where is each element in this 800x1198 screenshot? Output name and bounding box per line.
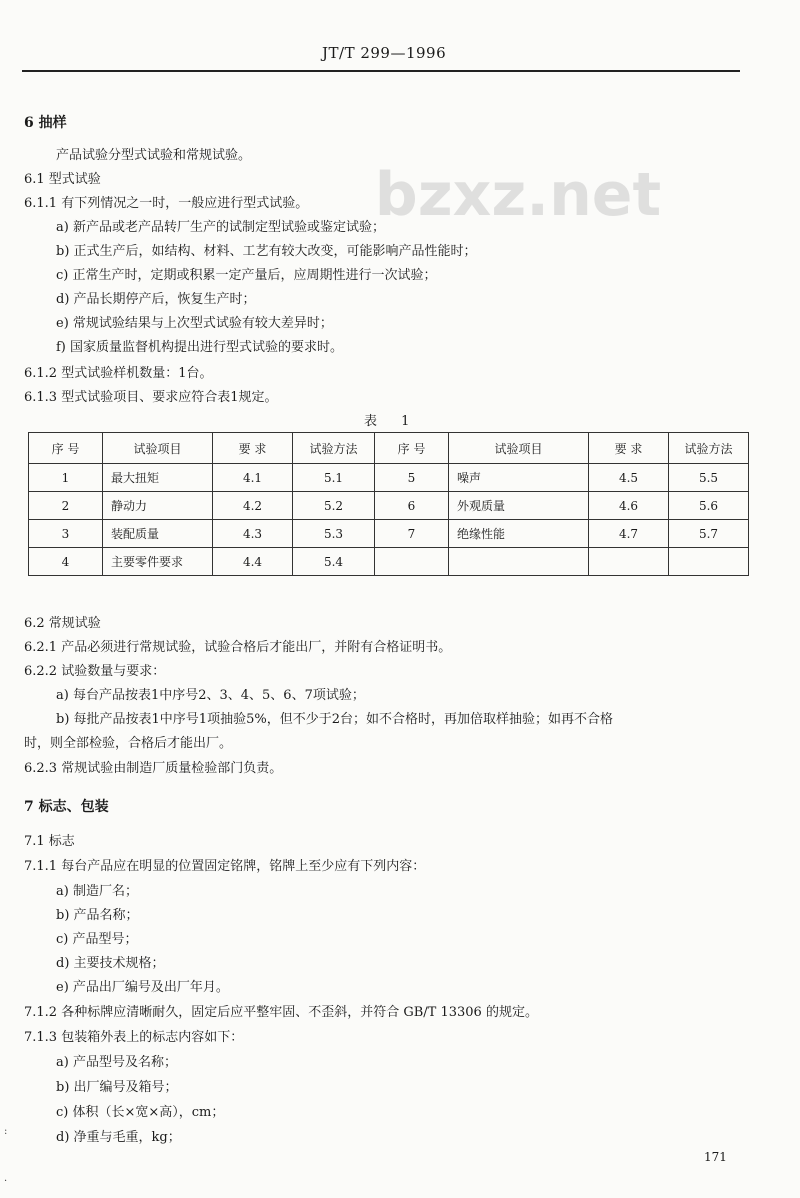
- text-line: a) 产品型号及名称；: [56, 1055, 177, 1070]
- text-line: 7.1.1 每台产品应在明显的位置固定铭牌，铭牌上至少应有下列内容：: [24, 859, 426, 874]
- text-line: 6.1.3 型式试验项目、要求应符合表1规定。: [24, 390, 278, 405]
- cell-item: 主要零件要求: [103, 548, 213, 576]
- table-row: [29, 520, 749, 548]
- text-line: b) 出厂编号及箱号；: [56, 1080, 178, 1095]
- cell-method: 5.1: [293, 464, 375, 492]
- text-line: b) 正式生产后，如结构、材料、工艺有较大改变，可能影响产品性能时；: [56, 244, 477, 259]
- cell-seq-2: 6: [375, 492, 449, 520]
- col-header-item: 试验项目: [103, 433, 213, 464]
- col-header-item-2: 试验项目: [449, 433, 589, 464]
- margin-mark: :: [4, 1126, 8, 1137]
- cell-method-2: [669, 548, 749, 576]
- page-number: 171: [704, 1150, 727, 1164]
- cell-seq: 3: [29, 520, 103, 548]
- text-line: 产品试验分型式试验和常规试验。: [56, 148, 252, 163]
- col-header-seq-2: 序 号: [375, 433, 449, 464]
- cell-item-2: [449, 548, 589, 576]
- cell-item-2: 噪声: [449, 464, 589, 492]
- text-line: 6.1.1 有下列情况之一时，一般应进行型式试验。: [24, 196, 309, 211]
- cell-seq-2: 7: [375, 520, 449, 548]
- cell-item-2: 外观质量: [449, 492, 589, 520]
- text-line: c) 正常生产时，定期或积累一定产量后，应周期性进行一次试验；: [56, 268, 437, 283]
- text-line: a) 每台产品按表1中序号2、3、4、5、6、7项试验；: [56, 688, 365, 703]
- cell-seq-2: 5: [375, 464, 449, 492]
- col-header-requirement-2: 要 求: [589, 433, 669, 464]
- cell-item: 最大扭矩: [103, 464, 213, 492]
- text-line: d) 主要技术规格；: [56, 956, 165, 971]
- text-line: 时，则全部检验，合格后才能出厂。: [24, 736, 233, 751]
- text-line: b) 产品名称；: [56, 908, 139, 923]
- cell-method-2: 5.6: [669, 492, 749, 520]
- table-header-row: [29, 433, 749, 464]
- text-line: d) 净重与毛重，kg；: [56, 1130, 181, 1145]
- text-line: e) 常规试验结果与上次型式试验有较大差异时；: [56, 316, 333, 331]
- cell-method-2: 5.5: [669, 464, 749, 492]
- text-line: d) 产品长期停产后，恢复生产时；: [56, 292, 256, 307]
- table-row: [29, 548, 749, 576]
- text-line: f) 国家质量监督机构提出进行型式试验的要求时。: [56, 340, 344, 355]
- table-row: [29, 464, 749, 492]
- text-line: b) 每批产品按表1中序号1项抽验5%，但不少于2台；如不合格时，再加倍取样抽验；如再不合格: [56, 712, 613, 727]
- cell-requirement-2: 4.7: [589, 520, 669, 548]
- cell-requirement-2: [589, 548, 669, 576]
- text-line: 6.1.2 型式试验样机数量：1台。: [24, 366, 213, 381]
- text-line: 7.1 标志: [24, 834, 75, 849]
- cell-method: 5.2: [293, 492, 375, 520]
- text-line: 6.2.2 试验数量与要求：: [24, 664, 166, 679]
- cell-method: 5.3: [293, 520, 375, 548]
- spec-table: [28, 432, 749, 576]
- cell-requirement: 4.3: [213, 520, 293, 548]
- text-line: 6.2 常规试验: [24, 616, 101, 631]
- margin-mark: ·: [4, 1176, 8, 1187]
- text-line: 7.1.2 各种标牌应清晰耐久，固定后应平整牢固、不歪斜，并符合 GB/T 13306 的规定。: [24, 1005, 538, 1020]
- text-line: 7.1.3 包装箱外表上的标志内容如下：: [24, 1030, 244, 1045]
- cell-item: 装配质量: [103, 520, 213, 548]
- cell-requirement: 4.2: [213, 492, 293, 520]
- text-line: a) 新产品或老产品转厂生产的试制定型试验或鉴定试验；: [56, 220, 385, 235]
- cell-method-2: 5.7: [669, 520, 749, 548]
- text-line: e) 产品出厂编号及出厂年月。: [56, 980, 229, 995]
- text-line: 6.1 型式试验: [24, 172, 101, 187]
- text-line: 6.2.3 常规试验由制造厂质量检验部门负责。: [24, 761, 283, 776]
- col-header-requirement: 要 求: [213, 433, 293, 464]
- text-line: a) 制造厂名；: [56, 884, 138, 899]
- table-caption: 表 1: [364, 414, 420, 429]
- cell-seq-2: [375, 548, 449, 576]
- cell-requirement: 4.4: [213, 548, 293, 576]
- text-line: 6.2.1 产品必须进行常规试验，试验合格后才能出厂，并附有合格证明书。: [24, 640, 452, 655]
- cell-seq: 4: [29, 548, 103, 576]
- cell-item-2: 绝缘性能: [449, 520, 589, 548]
- cell-requirement: 4.1: [213, 464, 293, 492]
- cell-requirement-2: 4.5: [589, 464, 669, 492]
- watermark: bzxz.net: [374, 160, 662, 230]
- section-heading: 7 标志、包装: [24, 799, 109, 815]
- col-header-method-2: 试验方法: [669, 433, 749, 464]
- text-line: c) 产品型号；: [56, 932, 138, 947]
- cell-item: 静动力: [103, 492, 213, 520]
- section-heading: 6 抽样: [24, 115, 67, 131]
- cell-seq: 2: [29, 492, 103, 520]
- standard-code-header: JT/T 299—1996: [322, 44, 447, 62]
- text-line: c) 体积（长×宽×高），cm；: [56, 1105, 225, 1120]
- header-divider: [22, 70, 740, 72]
- col-header-method: 试验方法: [293, 433, 375, 464]
- cell-method: 5.4: [293, 548, 375, 576]
- col-header-seq: 序 号: [29, 433, 103, 464]
- table-row: [29, 492, 749, 520]
- cell-requirement-2: 4.6: [589, 492, 669, 520]
- cell-seq: 1: [29, 464, 103, 492]
